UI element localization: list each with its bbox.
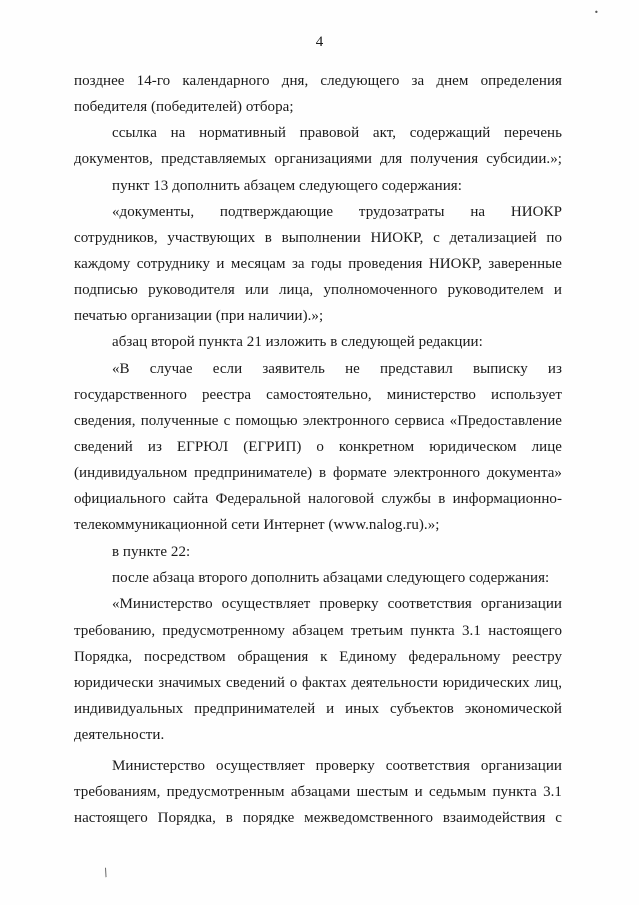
text-line: подписью руководителя или лица, уполномоченного руководителем и	[74, 282, 562, 298]
text-line: (индивидуальном предпринимателе) в формате электронного документа»	[74, 465, 562, 481]
text-line: после абзаца второго дополнить абзацами следующего содержания:	[112, 570, 550, 586]
text-line: юридически значимых сведений о фактах деятельности юридических лиц,	[74, 675, 562, 691]
text-line: «В случае если заявитель не представил выписку из	[112, 361, 562, 377]
text-line: абзац второй пункта 21 изложить в следующей редакции:	[112, 334, 483, 350]
text-line: позднее 14-го календарного дня, следующего за днем определения	[74, 73, 562, 89]
text-line: Порядка, посредством обращения к Единому федеральному реестру	[74, 649, 562, 665]
text-line: сведений из ЕГРЮЛ (ЕГРИП) о конкретном юридическом лице	[74, 439, 562, 455]
text-line: ссылка на нормативный правовой акт, содержащий перечень	[112, 125, 562, 141]
text-line: требованиям, предусмотренным абзацами шестым и седьмым пункта 3.1	[74, 784, 562, 800]
text-line: документов, представляемых организациями для получения субсидии.»;	[74, 151, 562, 167]
text-line: требованию, предусмотренному абзацем третьим пункта 3.1 настоящего	[74, 623, 562, 639]
text-line: победителя (победителей) отбора;	[74, 99, 294, 115]
text-line: «документы, подтверждающие трудозатраты на НИОКР	[112, 204, 562, 220]
text-line: пункт 13 дополнить абзацем следующего содержания:	[112, 178, 462, 194]
scan-mark-bottom-left: /	[101, 865, 110, 880]
text-line: «Министерство осуществляет проверку соответствия организации	[112, 596, 562, 612]
text-line: сотрудников, участвующих в выполнении НИОКР, с детализацией по	[74, 230, 562, 246]
text-line: деятельности.	[74, 727, 165, 743]
text-line: сведения, полученные с помощью электронного сервиса «Предоставление	[74, 413, 562, 429]
text-line: официального сайта Федеральной налоговой службы в информационно-	[74, 491, 562, 507]
text-line: печатью организации (при наличии).»;	[74, 308, 324, 324]
text-line: настоящего Порядка, в порядке межведомственного взаимодействия с	[74, 810, 562, 826]
text-line: индивидуальных предпринимателей и иных субъектов экономической	[74, 701, 562, 717]
text-line: в пункте 22:	[112, 544, 191, 560]
page-number: 4	[315, 34, 324, 50]
text-line: телекоммуникационной сети Интернет (www.nalog.ru).»;	[74, 517, 440, 533]
text-line: каждому сотруднику и месяцам за годы проведения НИОКР, заверенные	[74, 256, 562, 272]
scan-mark-top-right: •	[594, 8, 599, 17]
text-line: Министерство осуществляет проверку соответствия организации	[112, 758, 562, 774]
text-line: государственного реестра самостоятельно, министерство использует	[74, 387, 562, 403]
